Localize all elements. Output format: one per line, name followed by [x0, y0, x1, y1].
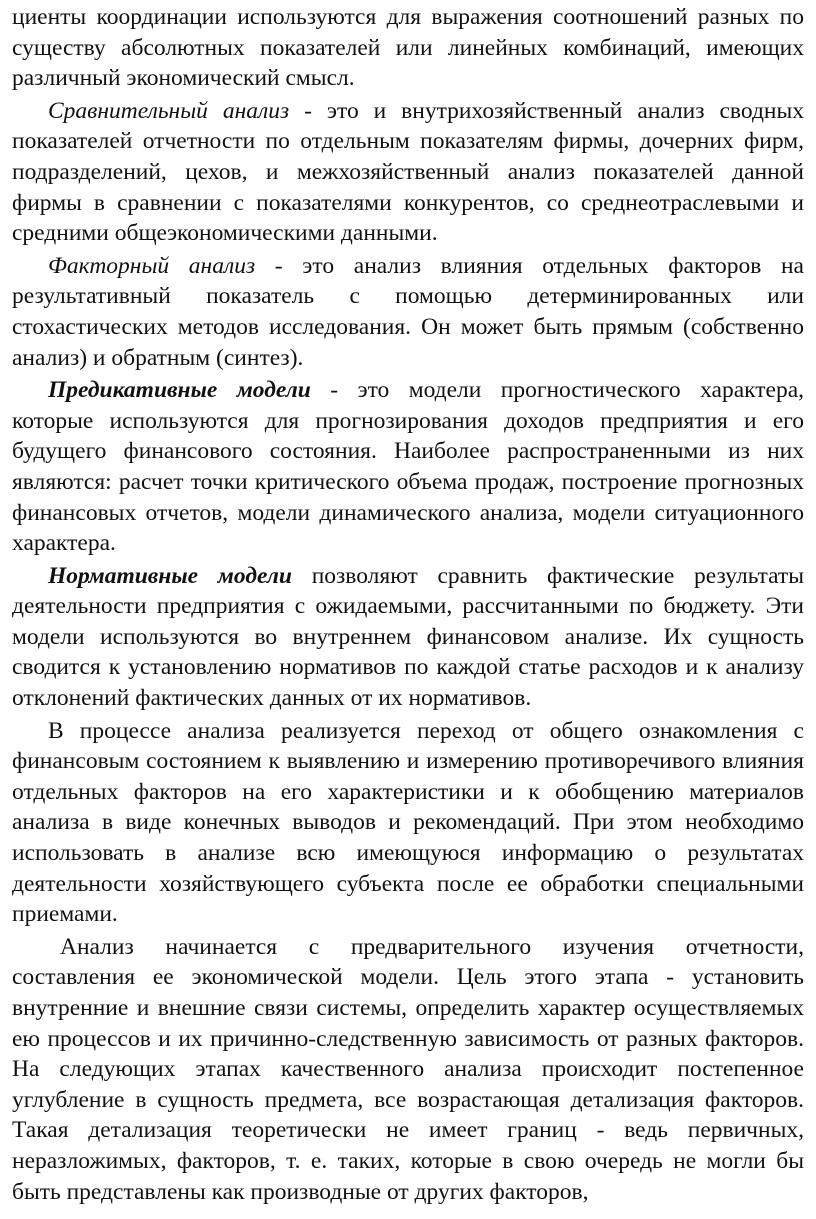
- paragraph-6-text: В процессе анализа реализуется переход от общего ознакомления с финансовым состоянием к выявлению и измерению противоречивого влияния отдельных факторов на его характеристики и к обобщению материалов анализа в виде конечных выводов и рекомендаций. При этом необходимо использовать в анализе всю имеющуюся информацию о результатах деятельности хозяйствующего субъекта после ее обработки специальными приемами.: [12, 717, 804, 928]
- paragraph-5: [12, 561, 804, 714]
- document-page: [12, 2, 804, 1209]
- paragraph-7-text: Анализ начинается с предварительного изучения отчетности, составления ее экономической модели. Цель этого этапа - установить внутренние и внешние связи системы, определить характер осуществляемых ею процессов и их причинно-следственную зависимость от разных факторов. На следующих этапах качественного анализа происходит постепенное углубление в сущность предмета, все возрастающая детализация факторов. Такая детализация теоретически не имеет границ - ведь первичных, неразложимых, факторов, т. е. таких, которые в свою очередь не могли бы быть представлены как производные от других факторов,: [12, 933, 804, 1205]
- paragraph-4-text: - это модели прогностического характера, которые используются для прогнозирования доходов предприятия и его будущего финансового состояния. Наиболее распространенными из них являются: расчет точки критического объема продаж, построение прогнозных финансовых отчетов, модели динамического анализа, модели ситуационного характера.: [12, 377, 804, 557]
- paragraph-3: [12, 251, 804, 373]
- term-predictive-models: Предикативные модели: [48, 377, 311, 404]
- paragraph-5-text: позволяют сравнить фактические результаты деятельности предприятия с ожидаемыми, рассчитанными по бюджету. Эти модели используются во внутреннем финансовом анализе. Их сущность сводится к установлению нормативов по каждой статье расходов и к анализу отклонений фактических данных от их нормативов.: [12, 562, 804, 712]
- paragraph-6: [12, 716, 804, 930]
- paragraph-7: [12, 932, 804, 1207]
- paragraph-2: [12, 96, 804, 249]
- term-normative-models: Нормативные модели: [48, 562, 292, 589]
- paragraph-1-text: циенты координации используются для выражения соотношений разных по существу абсолютных показателей или линейных комбинаций, имеющих различный экономический смысл.: [12, 4, 804, 92]
- paragraph-3-text: - это анализ влияния отдельных факторов на результативный показатель с помощью детерминированных или стохастических методов исследования. Он может быть прямым (собственно анализ) и обратным (синтез).: [12, 252, 804, 371]
- paragraph-4: [12, 375, 804, 559]
- paragraph-1: [12, 2, 804, 94]
- term-comparative-analysis: Сравнительный анализ: [48, 97, 290, 124]
- paragraph-2-text: - это и внутрихозяйственный анализ сводных показателей отчетности по отдельным показателям фирмы, дочерних фирм, подразделений, цехов, и межхозяйственный анализ показателей данной фирмы в сравнении с показателями конкурентов, со среднеотраслевыми и средними общеэкономическими данными.: [12, 97, 805, 247]
- term-factor-analysis: Факторный анализ: [48, 252, 256, 279]
